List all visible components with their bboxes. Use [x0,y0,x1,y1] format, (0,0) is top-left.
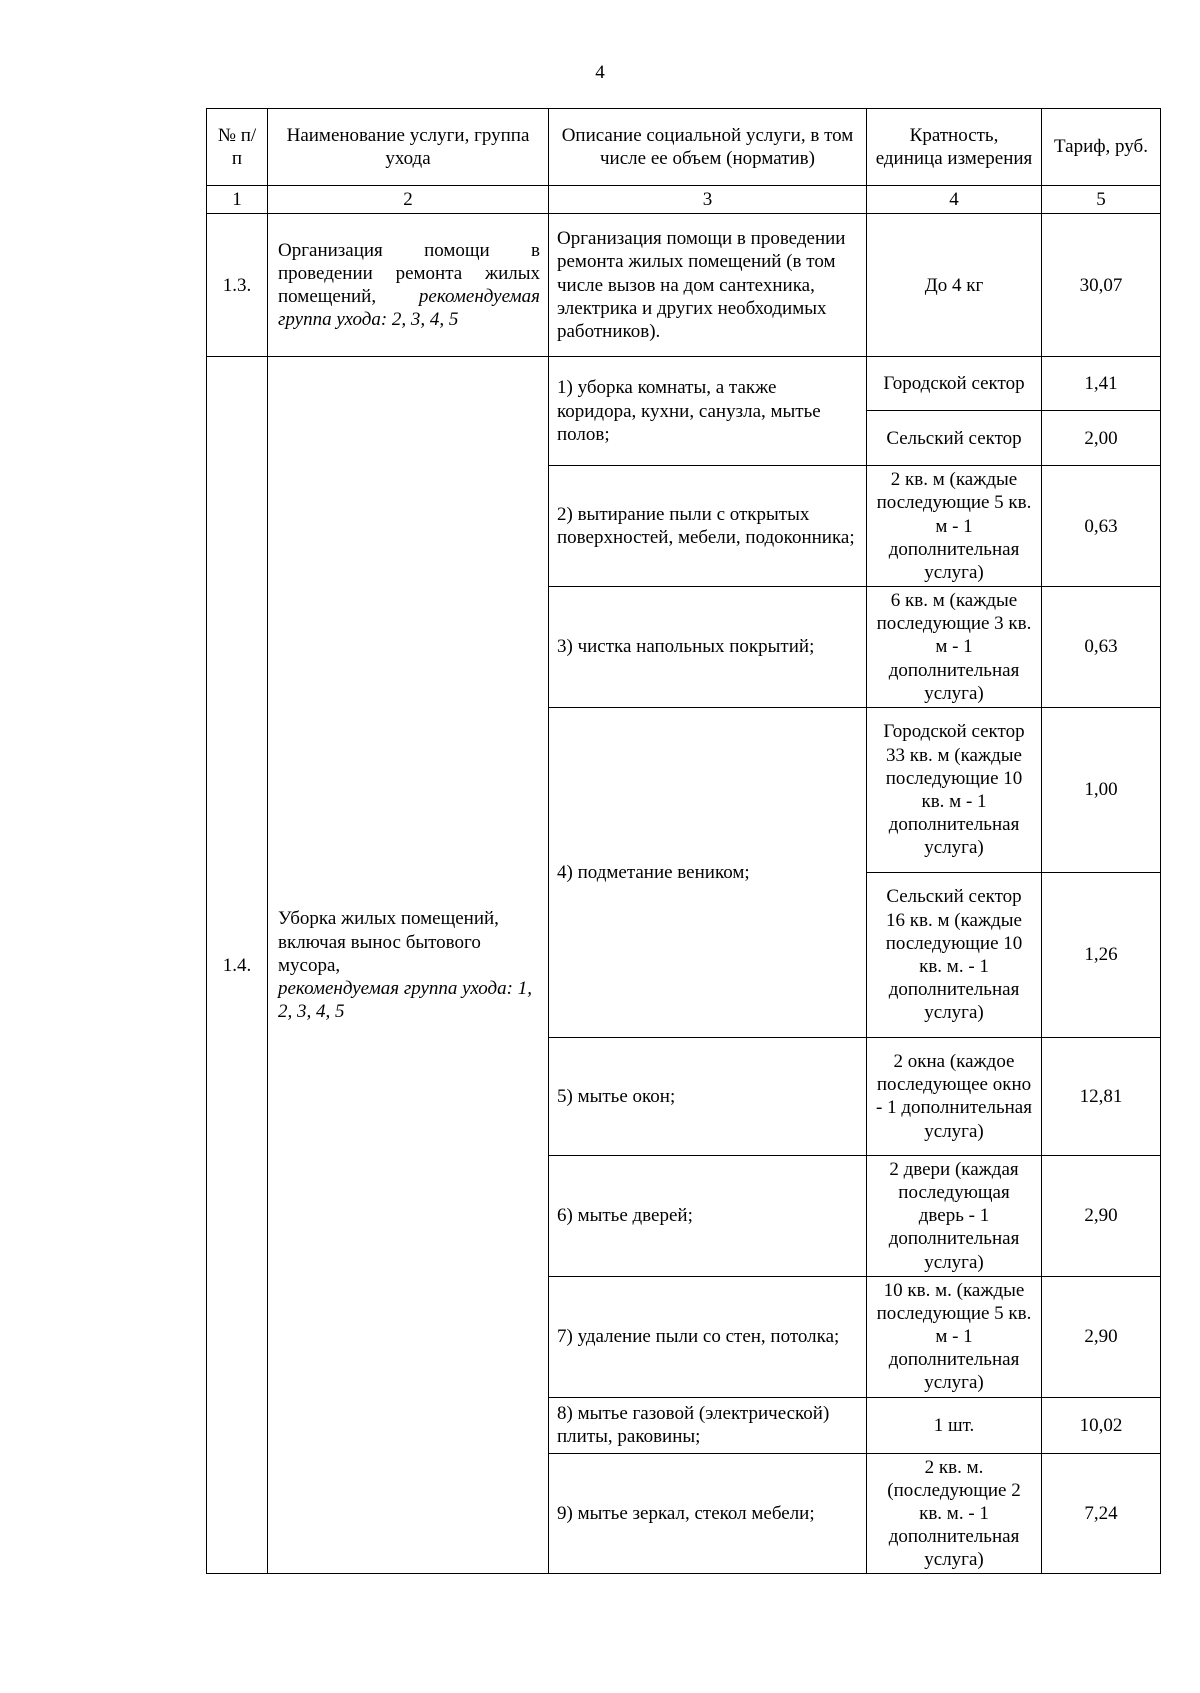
item-tariff: 1,26 [1042,872,1161,1037]
item-description: 5) мытье окон; [549,1037,867,1155]
header-description: Описание социальной услуги, в том числе ее объем (норматив) [549,109,867,186]
column-number-row [207,186,1161,214]
header-unit: Кратность, единица измерения [867,109,1042,186]
care-group: рекомендуемая группа ухода: 1, 2, 3, 4, 5 [278,977,532,1023]
service-name: Уборка жилых помещений, включая вынос бытового мусора, [278,908,499,976]
table-row [207,214,1161,357]
item-unit: 2 кв. м. (последующие 2 кв. м. - 1 дополнительная услуга) [867,1453,1042,1574]
tariff-table [206,108,1161,1574]
item-unit: 10 кв. м. (каждые последующие 5 кв. м - 1 дополнительная услуга) [867,1276,1042,1397]
item-tariff: 2,90 [1042,1155,1161,1276]
item-tariff: 0,63 [1042,587,1161,708]
item-description: 2) вытирание пыли с открытых поверхностей, мебели, подоконника; [549,466,867,587]
item-description: 4) подметание веником; [549,707,867,1037]
item-description: 1) уборка комнаты, а также коридора, кухни, санузла, мытье полов; [549,357,867,466]
item-unit: 6 кв. м (каждые последующие 3 кв. м - 1 дополнительная услуга) [867,587,1042,708]
table-row [207,357,1161,411]
page-number: 4 [595,62,605,83]
item-tariff: 1,00 [1042,707,1161,872]
item-description: 3) чистка напольных покрытий; [549,587,867,708]
item-unit: Сельский сектор [867,411,1042,466]
item-unit: Городской сектор [867,357,1042,411]
header-service-name: Наименование услуги, группа ухода [268,109,549,186]
service-name: Организация помощи в проведении ремонта жилых помещений, [278,239,540,308]
item-description: 7) удаление пыли со стен, потолка; [549,1276,867,1397]
header-num: № п/п [207,109,268,186]
item-tariff: 7,24 [1042,1453,1161,1574]
item-tariff: 2,90 [1042,1276,1161,1397]
item-unit: Городской сектор 33 кв. м (каждые последующие 10 кв. м - 1 дополнительная услуга) [867,707,1042,872]
column-number: 1 [207,186,268,214]
service-unit: До 4 кг [867,214,1042,357]
service-description: Организация помощи в проведении ремонта жилых помещений (в том числе вызов на дом сантехника, электрика и других необходимых работников). [549,214,867,357]
column-number: 2 [268,186,549,214]
column-number: 5 [1042,186,1161,214]
item-tariff: 12,81 [1042,1037,1161,1155]
service-name-cell [268,214,549,357]
header-tariff: Тариф, руб. [1042,109,1161,186]
item-tariff: 10,02 [1042,1397,1161,1453]
item-tariff: 1,41 [1042,357,1161,411]
care-group: рекомендуемая группа ухода: 2, 3, 4, 5 [278,286,540,331]
item-unit: 2 кв. м (каждые последующие 5 кв. м - 1 дополнительная услуга) [867,466,1042,587]
item-unit: Сельский сектор 16 кв. м (каждые последующие 10 кв. м. - 1 дополнительная услуга) [867,872,1042,1037]
item-tariff: 2,00 [1042,411,1161,466]
item-description: 6) мытье дверей; [549,1155,867,1276]
item-unit: 2 окна (каждое последующее окно - 1 дополнительная услуга) [867,1037,1042,1155]
table-header-row [207,109,1161,186]
service-tariff: 30,07 [1042,214,1161,357]
item-tariff: 0,63 [1042,466,1161,587]
service-name-cell [268,357,549,1574]
item-description: 8) мытье газовой (электрической) плиты, раковины; [549,1397,867,1453]
item-unit: 2 двери (каждая последующая дверь - 1 дополнительная услуга) [867,1155,1042,1276]
item-description: 9) мытье зеркал, стекол мебели; [549,1453,867,1574]
item-unit: 1 шт. [867,1397,1042,1453]
column-number: 4 [867,186,1042,214]
service-number: 1.4. [207,357,268,1574]
column-number: 3 [549,186,867,214]
service-number: 1.3. [207,214,268,357]
